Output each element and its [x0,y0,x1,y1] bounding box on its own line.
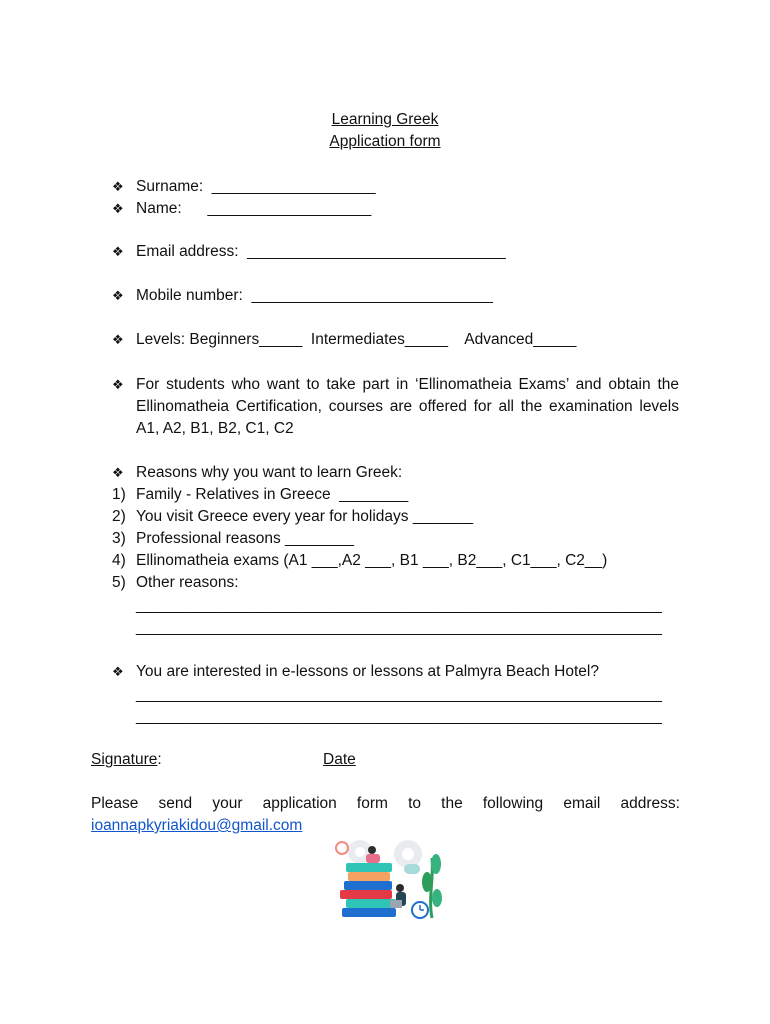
exam-note: For students who want to take part in ‘Ellinomatheia Exams’ and obtain the Ellinomatheia Certification, courses are offered for all the examination levels A1, A2, B1, B2, C1, C2 [136,376,679,437]
plant-leaf [432,889,442,907]
reason-item[interactable]: Family - Relatives in Greece ________ [136,486,409,503]
lessons-answer-line[interactable]: _____________________________________________________________ [136,708,662,725]
bulb-icon [336,842,348,854]
form-subtitle: Application form [329,133,441,150]
book [344,881,392,890]
gear-icon-center [355,847,365,857]
mobile-field[interactable]: Mobile number: ____________________________ [136,287,493,304]
reason-item: Other reasons: [136,574,239,591]
form-title: Learning Greek [331,111,439,128]
book [346,863,392,872]
lessons-answer-line[interactable]: _____________________________________________________________ [136,686,662,703]
person-body [366,854,380,863]
laptop-icon [390,900,402,908]
signature-label: Signature [91,751,158,768]
bullet-icon: ❖ [112,244,124,259]
bullet-icon: ❖ [112,201,124,216]
plant-leaf [431,854,441,874]
bullet-icon: ❖ [112,664,124,679]
reason-number: 1) [112,486,126,503]
book [348,872,390,881]
bullet-icon: ❖ [112,288,124,303]
book [340,890,392,899]
bullet-icon: ❖ [112,179,124,194]
reasons-heading: Reasons why you want to learn Greek: [136,464,403,481]
learning-illustration [320,838,450,922]
person-head [368,846,376,854]
signature-colon: : [157,751,162,768]
reason-item[interactable]: Professional reasons ________ [136,530,355,547]
surname-field[interactable]: Surname: ___________________ [136,178,376,195]
levels-field[interactable]: Levels: Beginners_____ Intermediates_____ Advanced_____ [136,331,577,348]
bullet-icon: ❖ [112,332,124,347]
bullet-icon: ❖ [112,465,124,480]
other-reasons-line[interactable]: _____________________________________________________________ [136,619,662,636]
reason-item[interactable]: Ellinomatheia exams (A1 ___,A2 ___, B1 ___, B2___, C1___, C2__) [136,552,608,569]
name-field[interactable]: Name: ___________________ [136,200,372,217]
bullet-icon: ❖ [112,377,124,392]
email-field[interactable]: Email address: ______________________________ [136,243,506,260]
reason-number: 4) [112,552,126,569]
gear-icon-center [402,848,414,860]
reason-number: 5) [112,574,126,591]
signature-row [91,749,162,771]
book [342,908,396,917]
person-head [396,884,404,892]
email-link[interactable]: ioannapkyriakidou@gmail.com [91,817,303,834]
plant-leaf [422,872,432,892]
date-label: Date [323,751,356,768]
book [346,899,396,908]
reason-number: 3) [112,530,126,547]
send-text: Please send your application form to the following email address: [91,795,680,812]
other-reasons-line[interactable]: _____________________________________________________________ [136,597,662,614]
reason-item[interactable]: You visit Greece every year for holidays _______ [136,508,474,525]
send-instructions [91,793,680,837]
reason-number: 2) [112,508,126,525]
chat-bubble-icon [404,864,420,874]
lessons-question: You are interested in e-lessons or lessons at Palmyra Beach Hotel? [136,663,599,680]
